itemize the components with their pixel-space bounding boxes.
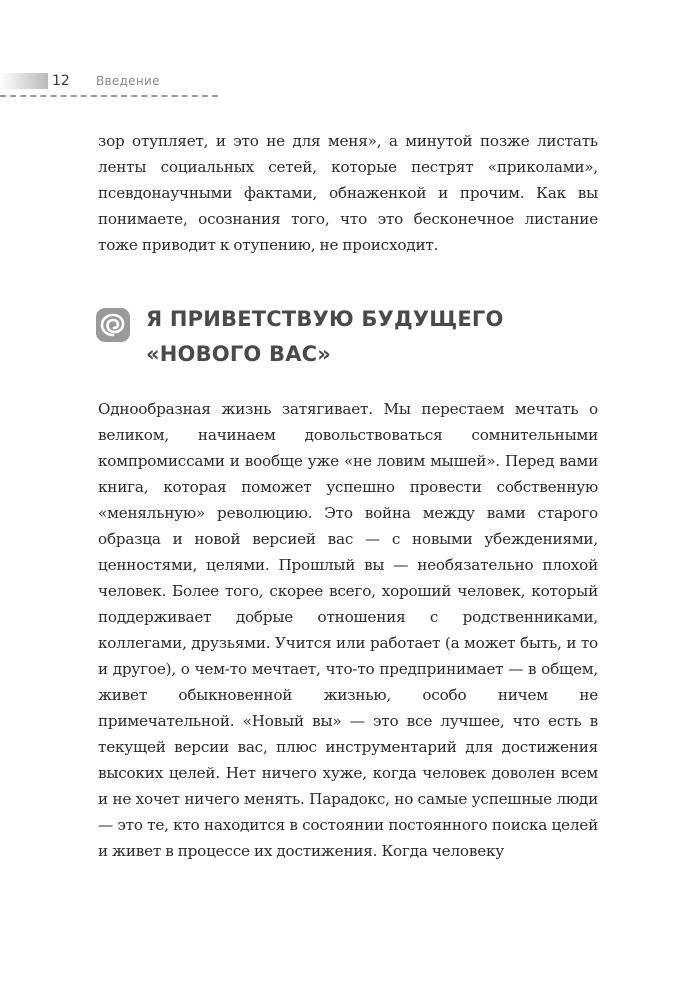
paragraph-1: зор отупляет, и это не для меня», а минутой позже листать ленты социальных сетей, которые пестрят «приколами», псевдонаучными фактами, обнаженкой и прочим. Как вы понимаете, осознания того, что это бесконечное листание тоже приводит к отупению, не происходит. [98,132,598,254]
running-head [0,67,220,97]
section-title-line-2: «НОВОГО ВАС» [146,342,332,366]
running-head-divider [0,95,218,97]
spiral-icon [96,308,130,342]
paragraph-2: Однообразная жизнь затягивает. Мы перестаем мечтать о великом, начинаем довольствоваться сомнительными компромиссами и вообще уже «не ловим мышей». Перед вами книга, которая поможет успешно провести собственную «меняльную» революцию. Это война между вами старого образца и новой версией вас — с новыми убеждениями, ценностями, целями. Прошлый вы — необязательно плохой человек. Более того, скорее всего, хороший человек, который поддерживает добрые отношения с родственниками, коллегами, друзьями. Учится или работает (а может быть, и то и другое), о чем-то мечтает, что-то предпринимает — в общем, живет обыкновенной жизнью, особо ничем не примечательной. «Новый вы» — это все лучшее, что есть в текущей версии вас, плюс инструментарий для достижения высоких целей. Нет ничего хуже, когда человек доволен всем и не хочет ничего менять. Парадокс, но самые успешные люди — это те, кто находится в состоянии постоянного поиска целей и живет в процессе их достижения. Когда человеку [98,400,598,860]
page-number: 12 [52,73,70,89]
running-head-gradient-bar [0,73,48,89]
section-heading [96,302,616,374]
section-title [146,302,504,372]
running-head-title: Введение [96,74,160,88]
section-title-line-1: Я ПРИВЕТСТВУЮ БУДУЩЕГО [146,307,504,331]
